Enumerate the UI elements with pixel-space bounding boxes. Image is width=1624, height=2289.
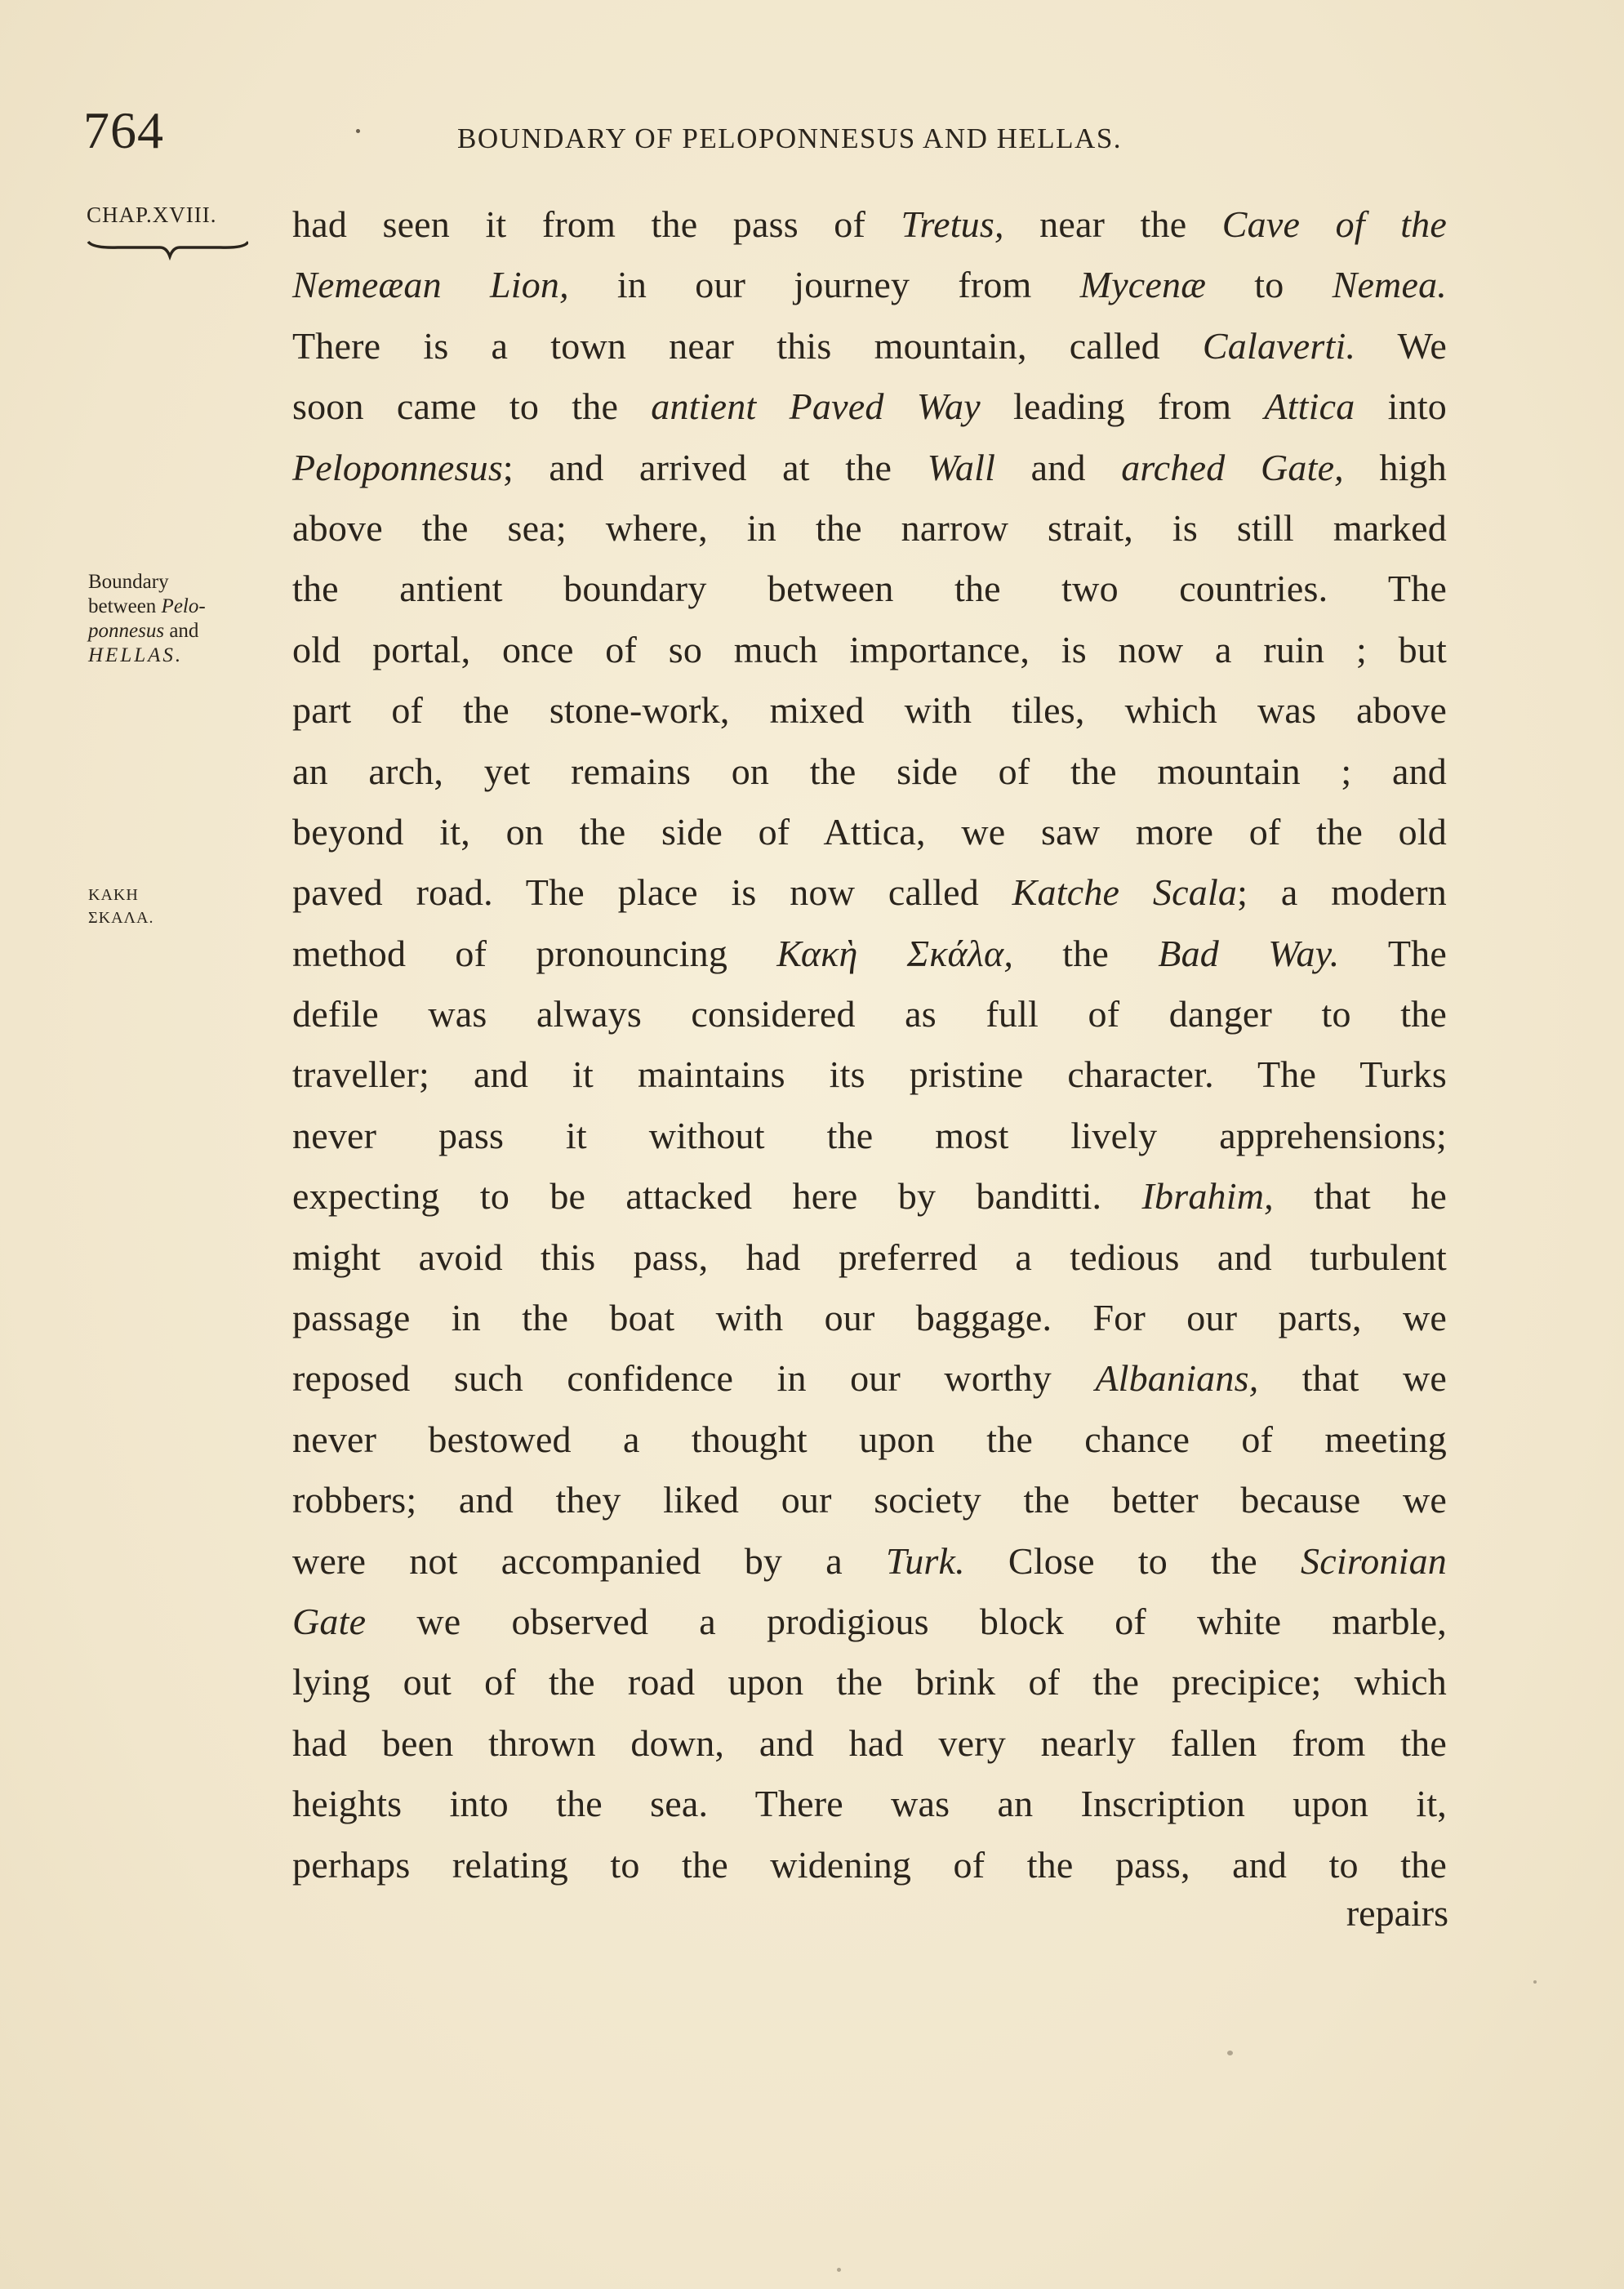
margin-note-line: ponnesus and (88, 620, 199, 642)
text-line: method of pronouncing Κακὴ Σκάλα, the Bad Way. The (292, 932, 1447, 974)
margin-note-line: KAKH (88, 886, 139, 904)
text-line: beyond it, on the side of Attica, we saw more of the old (292, 810, 1447, 853)
paper-speck (1533, 1980, 1537, 1984)
text-line: Gate we observed a prodigious block of white marble, (292, 1600, 1447, 1642)
margin-note-line: Boundary (88, 571, 169, 593)
text-line: soon came to the antient Paved Way leading from Attica into (292, 385, 1447, 428)
text-line: Nemeæan Lion, in our journey from Mycenæ to Nemea. (292, 264, 1447, 306)
text-line: had been thrown down, and had very nearly fallen from the (292, 1721, 1447, 1764)
text-line: an arch, yet remains on the side of the mountain ; and (292, 750, 1447, 792)
text-line: the antient boundary between the two countries. The (292, 568, 1447, 610)
text-line: robbers; and they liked our society the better because we (292, 1479, 1447, 1521)
text-line: There is a town near this mountain, called Calaverti. We (292, 324, 1447, 367)
text-line: Peloponnesus; and arrived at the Wall and arched Gate, high (292, 446, 1448, 488)
text-line: reposed such confidence in our worthy Albanians, that we (292, 1357, 1447, 1400)
margin-note-line: between Pelo- (88, 595, 206, 617)
paper-speck (1227, 2051, 1233, 2055)
text-line: traveller; and it maintains its pristine character. The Turks (292, 1053, 1447, 1096)
text-line: passage in the boat with our baggage. For our parts, we (292, 1297, 1447, 1339)
text-line: expecting to be attacked here by banditti. Ibrahim, that he (292, 1175, 1447, 1218)
text-line: paved road. The place is now called Katche Scala; a modern (292, 871, 1447, 914)
running-head: BOUNDARY OF PELOPONNESUS AND HELLAS. (457, 122, 1123, 154)
text-line: defile was always considered as full of danger to the (292, 993, 1447, 1035)
margin-note-boundary (88, 570, 206, 668)
text-line: heights into the sea. There was an Inscription upon it, (292, 1783, 1447, 1825)
margin-note-line: ΣΚΑΛΑ. (88, 909, 154, 927)
chapter-label: CHAP.XVIII. (87, 203, 217, 227)
text-line: lying out of the road upon the brink of the precipice; which (292, 1661, 1447, 1703)
text-line: old portal, once of so much importance, is now a ruin ; but (292, 628, 1447, 670)
text-line: were not accompanied by a Turk. Close to the Scironian (292, 1539, 1447, 1582)
chapter-brace-icon (85, 237, 248, 261)
text-line: might avoid this pass, had preferred a tedious and turbulent (292, 1236, 1447, 1278)
margin-note-line: HELLAS. (88, 644, 184, 666)
text-line: perhaps relating to the widening of the pass, and to the (292, 1843, 1447, 1886)
text-line: had seen it from the pass of Tretus, near the Cave of the (292, 203, 1447, 245)
margin-note-kakh-skala (88, 884, 154, 929)
printer-mark (356, 129, 360, 133)
text-line: never pass it without the most lively apprehensions; (292, 1114, 1447, 1156)
text-line: above the sea; where, in the narrow strait, is still marked (292, 506, 1447, 549)
text-line: part of the stone-work, mixed with tiles, which was above (292, 689, 1447, 732)
text-line: never bestowed a thought upon the chance of meeting (292, 1418, 1447, 1460)
paper-speck (837, 2268, 841, 2272)
catchword: repairs (1346, 1892, 1448, 1934)
body-text (292, 194, 1447, 1895)
page-number: 764 (83, 101, 164, 159)
